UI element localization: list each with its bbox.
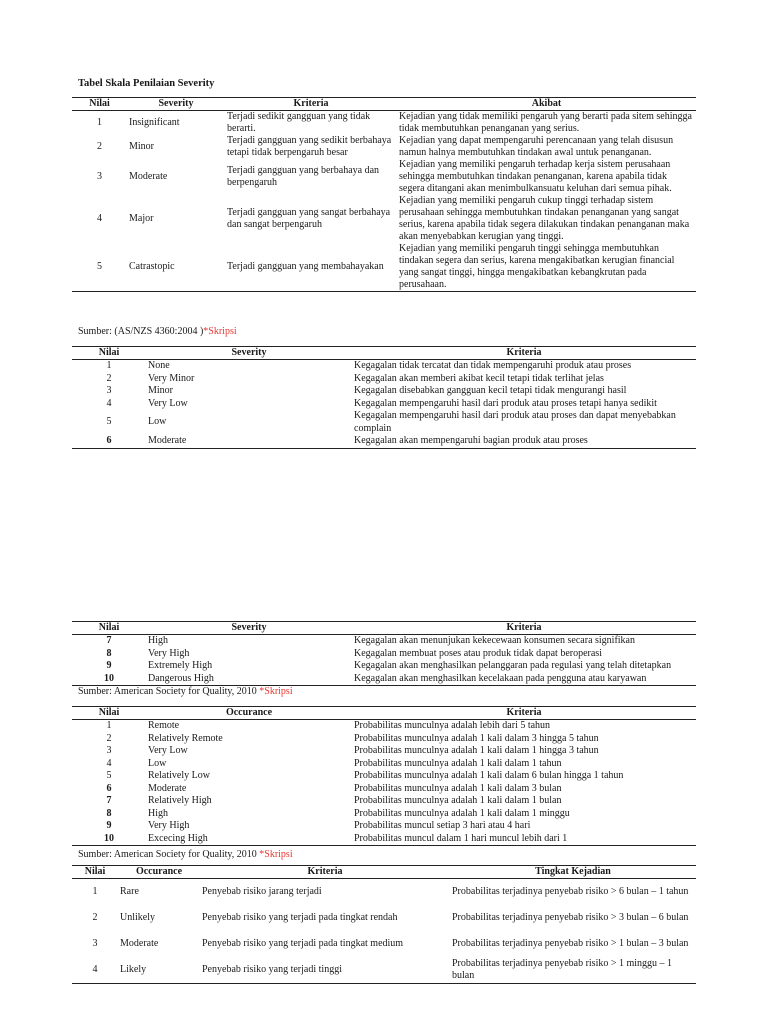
- severity-scale-table-asnzs: [72, 97, 696, 292]
- cell-occurance: Moderate: [120, 938, 159, 949]
- cell-occurance: Relatively Remote: [148, 732, 223, 744]
- column-header-severity: Severity: [146, 622, 352, 635]
- cell-kriteria: Terjadi gangguan yang berbahaya dan berpengaruh: [227, 165, 380, 188]
- cell-nilai: 4: [97, 213, 102, 224]
- table-row: [72, 159, 696, 195]
- cell-kriteria: Kegagalan akan menghasilkan kecelakaan pada pengguna atau karyawan: [354, 672, 647, 684]
- cell-occurance: Very High: [148, 820, 190, 831]
- column-header-kriteria: Kriteria: [225, 98, 397, 111]
- cell-kriteria: Kegagalan mempengaruhi hasil dari produk atau proses tetapi hanya sedikit: [354, 397, 657, 409]
- cell-tingkat-kejadian: Probabilitas terjadinya penyebab risiko > 6 bulan – 1 tahun: [452, 886, 689, 897]
- table-row: [72, 111, 696, 136]
- cell-severity: Catrastopic: [129, 261, 175, 272]
- table-row: [72, 435, 696, 448]
- cell-kriteria: Probabilitas muncul setiap 3 hari atau 4 hari: [354, 820, 531, 831]
- table-row: [72, 745, 696, 758]
- cell-kriteria: Penyebab risiko yang terjadi tinggi: [202, 964, 342, 975]
- table-header-row: [72, 98, 696, 111]
- cell-kriteria: Kegagalan akan mempengaruhi bagian produk atau proses: [354, 435, 588, 446]
- cell-akibat: Kejadian yang memiliki pengaruh cukup tinggi terhadap sistem perusahaan sehingga membutuhkan tindakan penanganan yang sangat serius, karena apabila tidak segera dilakukan tindakan penanganan maka akan menyebabkan kerugian yang tinggi.: [399, 195, 690, 242]
- cell-tingkat-kejadian: Probabilitas terjadinya penyebab risiko > 1 bulan – 3 bulan: [452, 938, 689, 949]
- source-note: [78, 326, 237, 339]
- cell-kriteria: Probabilitas munculnya adalah 1 kali dalam 1 tahun: [354, 757, 562, 769]
- table-row: [72, 720, 696, 733]
- source-note: [78, 849, 293, 862]
- cell-nilai: 10: [104, 832, 114, 844]
- cell-nilai: 3: [92, 938, 98, 949]
- cell-nilai: 3: [106, 385, 112, 396]
- cell-occurance: Relatively High: [148, 795, 212, 806]
- table-row: [72, 195, 696, 243]
- cell-kriteria: Terjadi gangguan yang sedikit berbahaya tetapi tidak berpengaruh besar: [227, 135, 392, 158]
- occurance-risk-table: [72, 865, 696, 984]
- table-row: [72, 770, 696, 783]
- cell-occurance: Unlikely: [120, 912, 155, 923]
- table-row: [72, 957, 696, 984]
- cell-occurance: Excecing High: [148, 832, 208, 844]
- table-row: [72, 783, 696, 796]
- column-header-akibat: Akibat: [397, 98, 696, 111]
- cell-severity: Major: [129, 213, 154, 224]
- cell-kriteria: Probabilitas munculnya adalah 1 kali dalam 3 bulan: [354, 782, 562, 794]
- cell-nilai: 2: [106, 732, 112, 744]
- cell-severity: Moderate: [148, 435, 187, 446]
- column-header-kriteria: Kriteria: [352, 707, 696, 720]
- table-row: [72, 660, 696, 673]
- cell-kriteria: Probabilitas munculnya adalah 1 kali dalam 1 hingga 3 tahun: [354, 745, 599, 756]
- cell-nilai: 3: [106, 745, 112, 756]
- cell-severity: Insignificant: [129, 117, 180, 128]
- cell-kriteria: Kegagalan tidak tercatat dan tidak mempengaruhi produk atau proses: [354, 360, 632, 371]
- cell-kriteria: Kegagalan akan menghasilkan pelanggaran pada regulasi yang telah ditetapkan: [354, 660, 672, 671]
- cell-occurance: Remote: [148, 720, 180, 731]
- cell-occurance: High: [148, 807, 168, 819]
- occurance-scale-table: [72, 706, 696, 846]
- table-row: [72, 758, 696, 771]
- cell-kriteria: Kegagalan akan menunjukan kekecewaan konsumen secara signifikan: [354, 635, 635, 646]
- source-text: Sumber: American Society for Quality, 2010: [78, 849, 260, 860]
- cell-occurance: Rare: [120, 886, 139, 897]
- cell-nilai: 10: [104, 672, 114, 684]
- table-row: [72, 879, 696, 906]
- table-row: [72, 373, 696, 386]
- cell-nilai: 8: [106, 647, 112, 659]
- table-row: [72, 398, 696, 411]
- table-row: [72, 820, 696, 833]
- table-row: [72, 385, 696, 398]
- cell-nilai: 1: [106, 360, 112, 371]
- cell-nilai: 5: [106, 416, 112, 428]
- cell-severity: Very Low: [148, 397, 188, 409]
- cell-severity: None: [148, 360, 170, 371]
- table-row: [72, 833, 696, 846]
- cell-kriteria: Kegagalan disebabkan gangguan kecil tetapi tidak mengurangi hasil: [354, 385, 627, 396]
- cell-akibat: Kejadian yang dapat mempengaruhi perencanaan yang telah disusun namun halnya membutuhkan tindakan awal untuk penanganan.: [399, 135, 674, 158]
- cell-akibat: Kejadian yang memiliki pengaruh tinggi sehingga membutuhkan tindakan segera dan serius, karena mengakibatkan kerugian financial yang sangat tinggi, hingga mengakibatkan kebangkrutan pada perusahaan.: [399, 243, 675, 290]
- cell-occurance: Moderate: [148, 782, 187, 794]
- cell-kriteria: Penyebab risiko yang terjadi pada tingkat rendah: [202, 912, 398, 923]
- table-row: [72, 410, 696, 435]
- cell-severity: Minor: [129, 141, 154, 152]
- cell-kriteria: Terjadi sedikit gangguan yang tidak berarti.: [227, 111, 371, 134]
- column-header-tingkat-kejadian: Tingkat Kejadian: [450, 866, 696, 879]
- column-header-occurance: Occurance: [118, 866, 200, 879]
- cell-nilai: 1: [97, 117, 102, 128]
- severity-scale-table-part2: [72, 621, 696, 686]
- cell-nilai: 5: [106, 770, 112, 781]
- cell-nilai: 2: [92, 912, 98, 923]
- column-header-kriteria: Kriteria: [352, 347, 696, 360]
- cell-occurance: Low: [148, 757, 167, 769]
- cell-kriteria: Kegagalan akan memberi akibat kecil tetapi tidak terlihat jelas: [354, 372, 604, 384]
- cell-tingkat-kejadian: Probabilitas terjadinya penyebab risiko > 1 minggu – 1 bulan: [452, 958, 673, 981]
- table-row: [72, 673, 696, 686]
- cell-akibat: Kejadian yang memiliki pengaruh terhadap kerja sistem perusahaan sehingga membutuhkan tindakan penanganan, karena apabila tidak segera ditangani akan menimbulkansuatu keluhan dari semua pihak.: [399, 159, 672, 194]
- table-row: [72, 243, 696, 292]
- cell-occurance: Very Low: [148, 745, 188, 756]
- cell-severity: Low: [148, 416, 167, 428]
- column-header-nilai: Nilai: [72, 347, 146, 360]
- cell-nilai: 2: [106, 372, 112, 384]
- column-header-nilai: Nilai: [72, 622, 146, 635]
- cell-severity: High: [148, 635, 168, 646]
- severity-scale-table-part1: [72, 346, 696, 449]
- column-header-occurance: Occurance: [146, 707, 352, 720]
- cell-nilai: 5: [97, 261, 102, 272]
- column-header-nilai: Nilai: [72, 866, 118, 879]
- source-mark: *Skripsi: [259, 849, 293, 860]
- cell-tingkat-kejadian: Probabilitas terjadinya penyebab risiko > 3 bulan – 6 bulan: [452, 912, 689, 923]
- column-header-severity: Severity: [146, 347, 352, 360]
- column-header-kriteria: Kriteria: [352, 622, 696, 635]
- cell-nilai: 4: [106, 397, 112, 409]
- table-header-row: [72, 347, 696, 360]
- cell-nilai: 1: [92, 886, 98, 897]
- cell-kriteria: Kegagalan membuat poses atau produk tidak dapat beroperasi: [354, 647, 602, 659]
- cell-severity: Moderate: [129, 171, 168, 182]
- source-mark: *Skripsi: [203, 326, 237, 337]
- cell-kriteria: Probabilitas munculnya adalah 1 kali dalam 6 bulan hingga 1 tahun: [354, 770, 624, 781]
- cell-nilai: 9: [106, 660, 112, 671]
- source-mark: *Skripsi: [259, 686, 293, 697]
- cell-kriteria: Probabilitas munculnya adalah 1 kali dalam 3 hingga 5 tahun: [354, 732, 599, 744]
- cell-kriteria: Terjadi gangguan yang sangat berbahaya dan sangat berpengaruh: [227, 207, 391, 230]
- cell-akibat: Kejadian yang tidak memiliki pengaruh yang berarti pada sitem sehingga tidak membutuhkan penanganan yang serius.: [399, 111, 692, 134]
- cell-kriteria: Terjadi gangguan yang membahayakan: [227, 261, 384, 272]
- cell-nilai: 6: [106, 435, 112, 446]
- table-header-row: [72, 866, 696, 879]
- source-text: Sumber: American Society for Quality, 2010: [78, 686, 260, 697]
- cell-nilai: 6: [106, 782, 112, 794]
- table-header-row: [72, 707, 696, 720]
- cell-nilai: 7: [106, 635, 112, 646]
- column-header-nilai: Nilai: [72, 707, 146, 720]
- table-row: [72, 135, 696, 159]
- cell-kriteria: Probabilitas munculnya adalah 1 kali dalam 1 bulan: [354, 795, 562, 806]
- table-row: [72, 635, 696, 648]
- table-header-row: [72, 622, 696, 635]
- cell-kriteria: Probabilitas muncul dalam 1 hari muncul lebih dari 1: [354, 832, 568, 844]
- table-row: [72, 733, 696, 746]
- column-header-severity: Severity: [127, 98, 225, 111]
- table-row: [72, 360, 696, 373]
- cell-kriteria: Probabilitas munculnya adalah 1 kali dalam 1 minggu: [354, 807, 570, 819]
- cell-occurance: Likely: [120, 964, 147, 975]
- cell-kriteria: Penyebab risiko jarang terjadi: [202, 886, 322, 897]
- cell-nilai: 2: [97, 141, 102, 152]
- cell-kriteria: Kegagalan mempengaruhi hasil dari produk atau proses dan dapat menyebabkan complain: [354, 410, 676, 434]
- table-row: [72, 795, 696, 808]
- column-header-kriteria: Kriteria: [200, 866, 450, 879]
- column-header-nilai: Nilai: [72, 98, 127, 111]
- cell-nilai: 3: [97, 171, 102, 182]
- cell-severity: Minor: [148, 385, 173, 396]
- cell-severity: Very High: [148, 647, 190, 659]
- cell-kriteria: Penyebab risiko yang terjadi pada tingkat medium: [202, 938, 404, 949]
- cell-nilai: 1: [106, 720, 112, 731]
- cell-severity: Very Minor: [148, 372, 195, 384]
- cell-nilai: 9: [106, 820, 112, 831]
- cell-occurance: Relatively Low: [148, 770, 210, 781]
- cell-nilai: 7: [106, 795, 112, 806]
- cell-severity: Dangerous High: [148, 672, 214, 684]
- table-row: [72, 808, 696, 821]
- cell-nilai: 8: [106, 807, 112, 819]
- table-row: [72, 648, 696, 661]
- source-text: Sumber: (AS/NZS 4360:2004 ): [78, 326, 204, 337]
- cell-severity: Extremely High: [148, 660, 213, 671]
- source-note: [78, 686, 293, 699]
- table-row: [72, 931, 696, 957]
- cell-kriteria: Probabilitas munculnya adalah lebih dari 5 tahun: [354, 720, 551, 731]
- cell-nilai: 4: [92, 964, 98, 975]
- cell-nilai: 4: [106, 757, 112, 769]
- table-row: [72, 905, 696, 931]
- page-title: Tabel Skala Penilaian Severity: [78, 78, 215, 89]
